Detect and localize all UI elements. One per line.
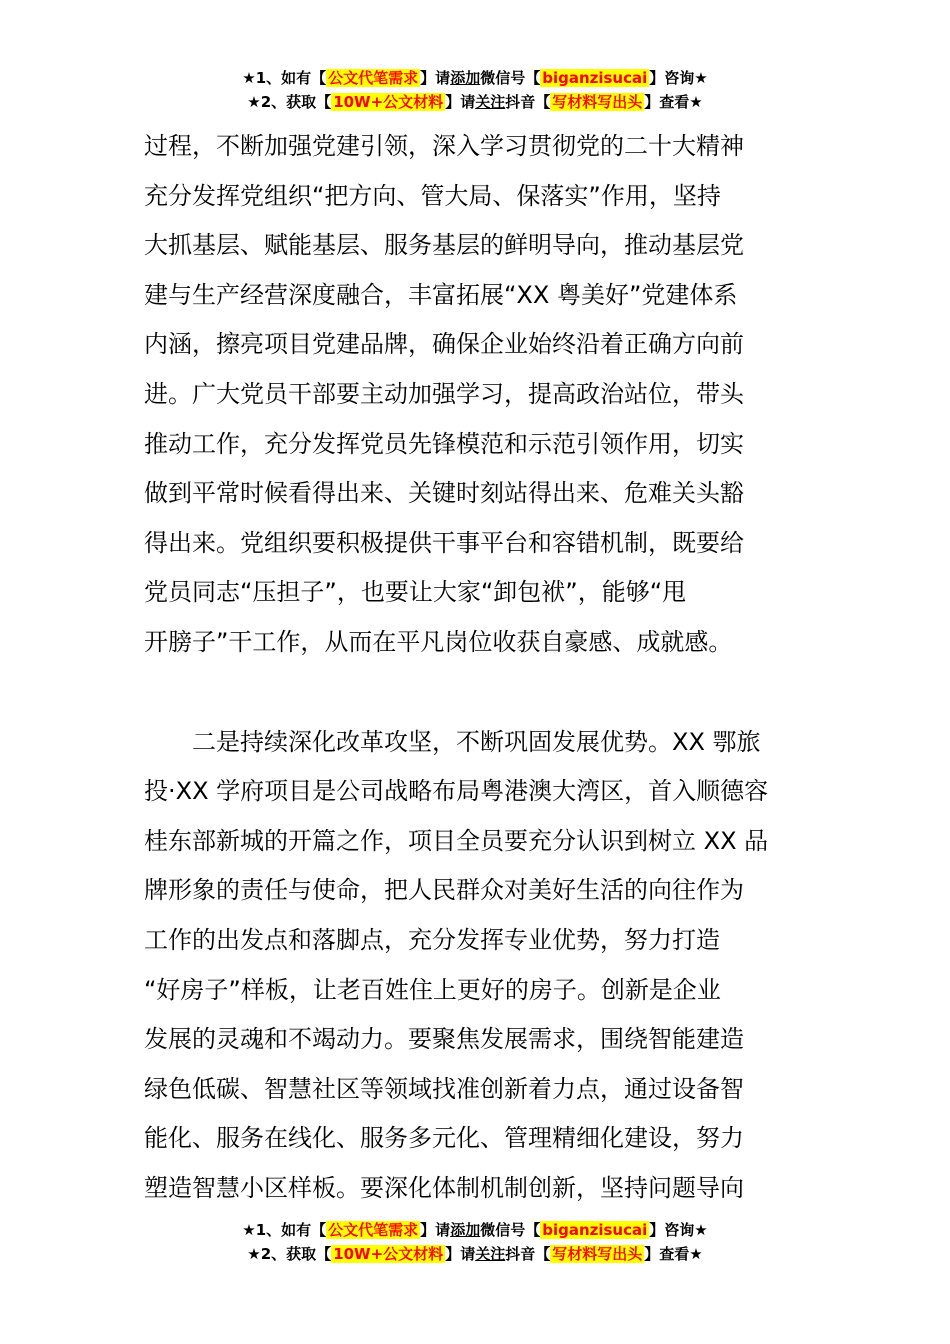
- text-line: 工作的出发点和落脚点，充分发挥专业优势，努力打造: [144, 925, 720, 954]
- highlight-materials: 10W+公文材料: [333, 93, 444, 111]
- text-line: 桂东部新城的开篇之作，项目全员要充分认识到树立 XX 品: [144, 826, 769, 855]
- banner-line-1: [0, 66, 950, 90]
- text-line: 得出来。党组织要积极提供干事平台和容错机制，既要给: [144, 528, 744, 557]
- text-line: 开膀子”干工作，从而在平凡岗位收获自豪感、成就感。: [144, 627, 733, 656]
- text-line: 绿色低碳、智慧社区等领域找准创新着力点，通过设备智: [144, 1074, 744, 1103]
- text-line: 牌形象的责任与使命，把人民群众对美好生活的向往作为: [144, 876, 744, 905]
- text-line: 建与生产经营深度融合，丰富拓展“XX 粤美好”党建体系: [144, 280, 738, 309]
- highlight-materials: 10W+公文材料: [333, 1245, 444, 1263]
- banner-text: 】请: [420, 69, 451, 87]
- text-line: 党员同志“压担子”，也要让大家“卸包袱”，能够“甩: [144, 578, 687, 607]
- footer-banner: [0, 1218, 950, 1266]
- banner-underlined: 关注: [475, 93, 506, 111]
- banner-underlined: 添加: [450, 69, 481, 87]
- banner-text: 】咨询★: [649, 69, 708, 87]
- banner-underlined: 关注: [475, 1245, 506, 1263]
- banner-text: 抖音【: [505, 93, 551, 111]
- banner-line-2: [0, 1242, 950, 1266]
- text-line: 发展的灵魂和不竭动力。要聚焦发展需求，围绕智能建造: [144, 1025, 744, 1054]
- banner-text: 】查看★: [644, 1245, 703, 1263]
- header-banner: [0, 66, 950, 114]
- banner-text: 】请: [420, 1221, 451, 1239]
- paragraph-2: [144, 718, 808, 1214]
- paragraph-spacer: [144, 668, 808, 718]
- highlight-service: 公文代笔需求: [328, 69, 419, 87]
- banner-text: 抖音【: [505, 1245, 551, 1263]
- highlight-wechat-id: biganzisucai: [542, 69, 648, 87]
- banner-text: 】请: [445, 1245, 476, 1263]
- banner-line-2: [0, 90, 950, 114]
- highlight-douyin-account: 写材料写出头: [552, 93, 643, 111]
- text-line: 二是持续深化改革攻坚，不断巩固发展优势。XX 鄂旅: [144, 727, 761, 756]
- highlight-service: 公文代笔需求: [328, 1221, 419, 1239]
- text-line: 充分发挥党组织“把方向、管大局、保落实”作用，坚持: [144, 181, 721, 210]
- document-body: [144, 122, 808, 1213]
- text-line: 进。广大党员干部要主动加强学习，提高政治站位，带头: [144, 379, 744, 408]
- banner-text: 】查看★: [644, 93, 703, 111]
- banner-text: 微信号【: [480, 1221, 541, 1239]
- paragraph-1: [144, 122, 808, 668]
- banner-text: 】请: [445, 93, 476, 111]
- text-line: 能化、服务在线化、服务多元化、管理精细化建设，努力: [144, 1124, 744, 1153]
- banner-text: 微信号【: [480, 69, 541, 87]
- text-line: 投·XX 学府项目是公司战略布局粤港澳大湾区，首入顺德容: [144, 777, 769, 806]
- text-line: 大抓基层、赋能基层、服务基层的鲜明导向，推动基层党: [144, 231, 744, 260]
- banner-text: 】咨询★: [649, 1221, 708, 1239]
- text-line: “好房子”样板，让老百姓住上更好的房子。创新是企业: [144, 975, 721, 1004]
- banner-text: ★2、获取【: [247, 93, 332, 111]
- banner-line-1: [0, 1218, 950, 1242]
- banner-text: ★1、如有【: [242, 69, 327, 87]
- highlight-wechat-id: biganzisucai: [542, 1221, 648, 1239]
- highlight-douyin-account: 写材料写出头: [552, 1245, 643, 1263]
- text-line: 塑造智慧小区样板。要深化体制机制创新，坚持问题导向: [144, 1173, 744, 1202]
- banner-text: ★1、如有【: [242, 1221, 327, 1239]
- banner-underlined: 添加: [450, 1221, 481, 1239]
- text-line: 推动工作，充分发挥党员先锋模范和示范引领作用，切实: [144, 429, 744, 458]
- text-line: 内涵，擦亮项目党建品牌，确保企业始终沿着正确方向前: [144, 330, 744, 359]
- banner-text: ★2、获取【: [247, 1245, 332, 1263]
- text-line: 做到平常时候看得出来、关键时刻站得出来、危难关头豁: [144, 479, 744, 508]
- text-line: 过程，不断加强党建引领，深入学习贯彻党的二十大精神: [144, 132, 744, 160]
